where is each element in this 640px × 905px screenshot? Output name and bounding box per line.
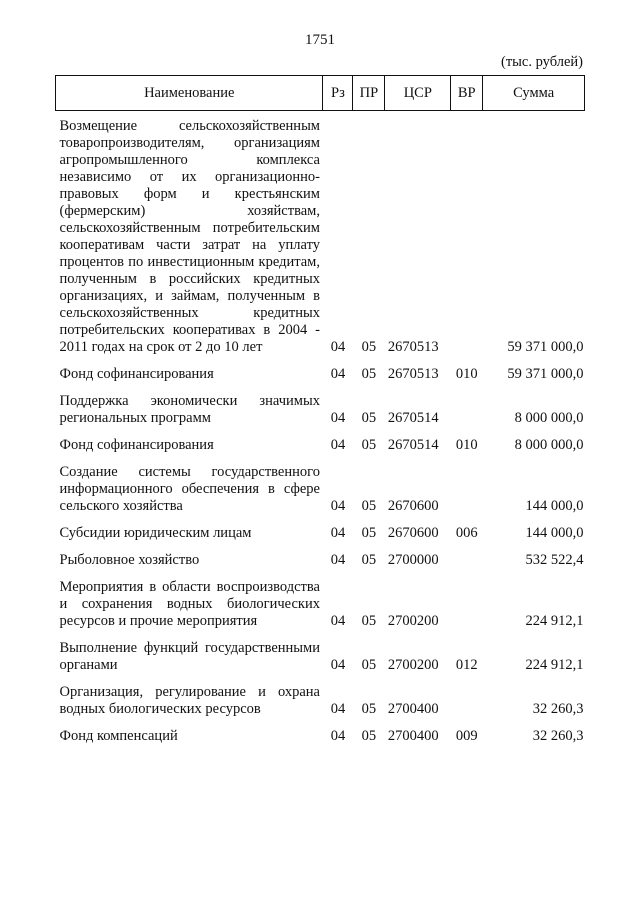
- row-sum: 8 000 000,0: [514, 410, 584, 426]
- row-vr: 012: [455, 657, 478, 673]
- table-row: [56, 728, 585, 755]
- row-rz: 04: [330, 525, 346, 541]
- row-csr: 2670600: [387, 525, 439, 541]
- row-name: Возмещение сельскохозяйственным товаропроизводителям, организациям агропромышленного комплекса независимо от их организационно-правовых форм и крестьянским (фермерским) хозяйствам, сельскохозяйственным потребительским кооперативам части затрат на уплату процентов по инвестиционным кредитам, полученным в российских кредитных организациях, и займам, полученным в сельскохозяйственных кредитных потребительских кооперативах в 2004 - 2011 годах на срок от 2 до 10 лет: [59, 118, 320, 355]
- row-sum: 32 260,3: [532, 701, 584, 717]
- table-row: [56, 552, 585, 579]
- row-csr: 2700400: [387, 728, 439, 744]
- row-pr: 05: [361, 657, 377, 673]
- row-rz: 04: [330, 552, 346, 568]
- row-sum: 144 000,0: [525, 525, 584, 541]
- row-vr: 010: [455, 437, 478, 453]
- row-pr: 05: [361, 437, 377, 453]
- units-label: (тыс. рублей): [501, 54, 583, 70]
- row-name: Субсидии юридическим лицам: [59, 525, 252, 541]
- row-csr: 2700200: [387, 657, 439, 673]
- row-sum: 144 000,0: [525, 498, 584, 514]
- row-pr: 05: [361, 525, 377, 541]
- row-csr: 2670513: [387, 339, 439, 355]
- row-vr: 010: [455, 366, 478, 382]
- row-name: Мероприятия в области воспроизводства и сохранения водных биологических ресурсов и прочие мероприятия: [59, 579, 320, 629]
- row-pr: 05: [361, 701, 377, 717]
- table-row: [56, 640, 585, 684]
- row-sum: 532 522,4: [525, 552, 584, 568]
- header-sum: Сумма: [483, 76, 585, 111]
- row-vr: [451, 464, 483, 525]
- header-pr: ПР: [353, 76, 385, 111]
- row-vr: [451, 684, 483, 728]
- row-rz: 04: [330, 498, 346, 514]
- row-csr: 2700200: [387, 613, 439, 629]
- row-csr: 2670514: [387, 410, 439, 426]
- table-row: [56, 366, 585, 393]
- row-sum: 59 371 000,0: [507, 366, 584, 382]
- row-vr: [451, 393, 483, 437]
- header-rz: Рз: [323, 76, 353, 111]
- row-pr: 05: [361, 552, 377, 568]
- row-name: Поддержка экономически значимых региональных программ: [59, 393, 320, 426]
- row-vr: 006: [455, 525, 478, 541]
- table-row: [56, 437, 585, 464]
- table-row: [56, 111, 585, 367]
- row-name: Создание системы государственного информационного обеспечения в сфере сельского хозяйства: [59, 464, 320, 514]
- row-name: Выполнение функций государственными органами: [59, 640, 320, 673]
- row-vr: 009: [455, 728, 478, 744]
- row-pr: 05: [361, 728, 377, 744]
- row-name: Фонд компенсаций: [59, 728, 178, 744]
- header-name: Наименование: [56, 76, 323, 111]
- row-pr: 05: [361, 613, 377, 629]
- row-rz: 04: [330, 613, 346, 629]
- row-name: Рыболовное хозяйство: [59, 552, 200, 568]
- row-sum: 224 912,1: [525, 657, 584, 673]
- row-rz: 04: [330, 437, 346, 453]
- row-pr: 05: [361, 410, 377, 426]
- row-rz: 04: [330, 366, 346, 382]
- row-vr: [451, 579, 483, 640]
- table-row: [56, 525, 585, 552]
- row-rz: 04: [330, 410, 346, 426]
- table-header-row: [56, 76, 585, 111]
- row-csr: 2700400: [387, 701, 439, 717]
- page-number: 1751: [305, 32, 335, 48]
- budget-table: [55, 75, 585, 755]
- table-row: [56, 579, 585, 640]
- table-row: [56, 393, 585, 437]
- header-csr: ЦСР: [385, 76, 451, 111]
- row-csr: 2670514: [387, 437, 439, 453]
- header-vr: ВР: [451, 76, 483, 111]
- row-pr: 05: [361, 498, 377, 514]
- row-name: Фонд софинансирования: [59, 437, 214, 453]
- row-pr: 05: [361, 366, 377, 382]
- row-vr: [451, 111, 483, 367]
- row-sum: 224 912,1: [525, 613, 584, 629]
- row-sum: 8 000 000,0: [514, 437, 584, 453]
- row-vr: [451, 552, 483, 579]
- table-row: [56, 464, 585, 525]
- row-name: Организация, регулирование и охрана водных биологических ресурсов: [59, 684, 320, 717]
- row-rz: 04: [330, 339, 346, 355]
- row-csr: 2670513: [387, 366, 439, 382]
- row-sum: 59 371 000,0: [507, 339, 584, 355]
- row-sum: 32 260,3: [532, 728, 584, 744]
- row-csr: 2700000: [387, 552, 439, 568]
- row-rz: 04: [330, 701, 346, 717]
- row-rz: 04: [330, 728, 346, 744]
- row-rz: 04: [330, 657, 346, 673]
- row-name: Фонд софинансирования: [59, 366, 214, 382]
- table-row: [56, 684, 585, 728]
- row-pr: 05: [361, 339, 377, 355]
- row-csr: 2670600: [387, 498, 439, 514]
